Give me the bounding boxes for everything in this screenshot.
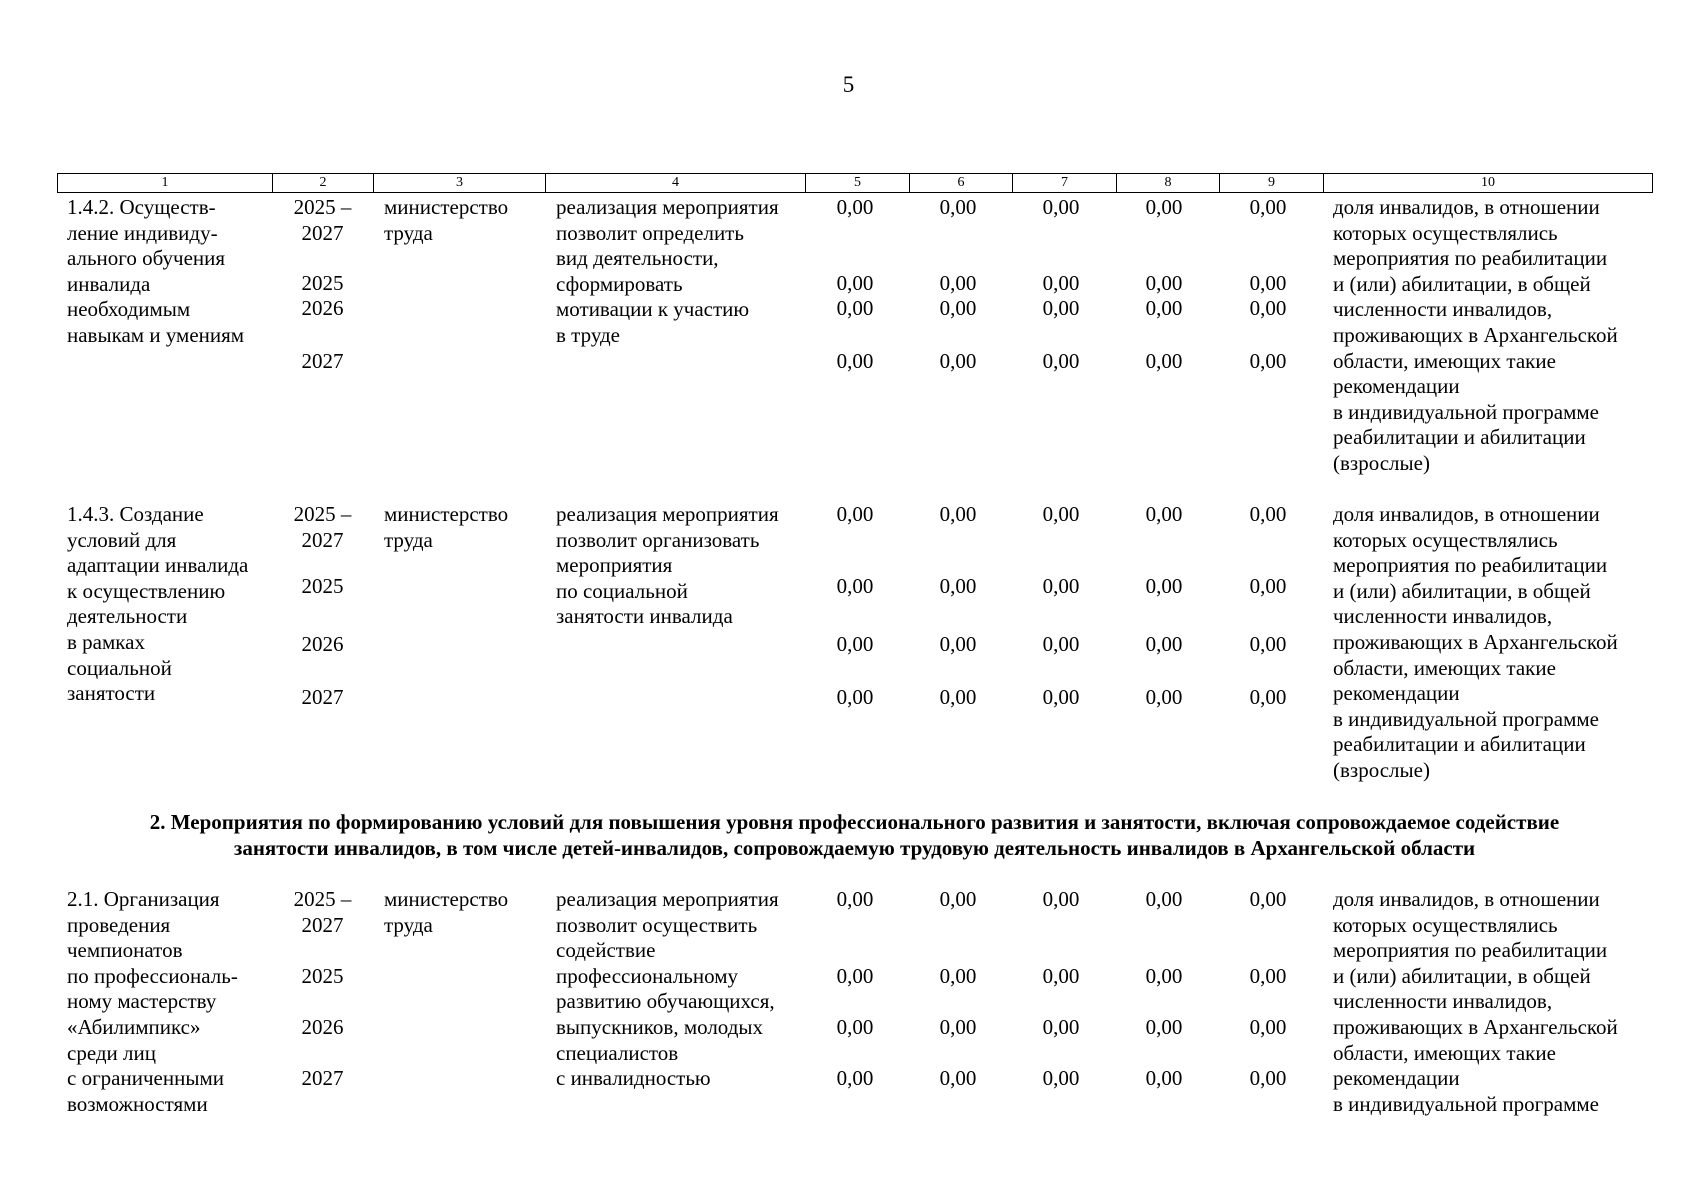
value-cell: 0,00 (1249, 502, 1287, 526)
value-cell: 0,00 (1042, 964, 1080, 988)
period-year: 2026 (301, 1015, 344, 1039)
period-year: 2026 (301, 632, 344, 656)
value-cell: 0,00 (836, 887, 874, 911)
value-cell: 0,00 (1145, 195, 1183, 219)
value-cell: 0,00 (1145, 349, 1183, 373)
period-year: 2027 (301, 685, 344, 709)
value-cell: 0,00 (836, 502, 874, 526)
measure-name: 1.4.2. Осуществ- ление индивиду- ального обучения инвалида необходимым навыкам и умениям (67, 195, 245, 347)
measure-name: 2.1. Организация проведения чемпионатов по профессиональ- ному мастерству «Абилимпикс» среди лиц с ограниченными возможностями (67, 887, 238, 1116)
executor: министерство труда (384, 195, 509, 245)
value-cell: 0,00 (1042, 887, 1080, 911)
value-cell: 0,00 (1145, 502, 1183, 526)
column-number-2: 2 (273, 174, 374, 193)
executor: министерство труда (384, 502, 509, 552)
value-cell: 0,00 (1042, 574, 1080, 598)
value-cell: 0,00 (836, 296, 874, 320)
value-cell: 0,00 (1145, 964, 1183, 988)
value-cell: 0,00 (1145, 632, 1183, 656)
value-cell: 0,00 (836, 632, 874, 656)
value-cell: 0,00 (1042, 1015, 1080, 1039)
period-year: 2025 (301, 964, 344, 988)
value-cell: 0,00 (836, 1015, 874, 1039)
period-year: 2027 (301, 1066, 344, 1090)
target-indicator: доля инвалидов, в отношении которых осуществлялись мероприятия по реабилитации и (или) абилитации, в общей численности инвалидов, проживающих в Архангельской области, имеющих такие рекомендации в индивидуальной программе реабилитации и абилитации (взрослые) (1333, 195, 1618, 475)
page-number: 5 (842, 72, 855, 97)
value-cell: 0,00 (1042, 296, 1080, 320)
value-cell: 0,00 (939, 632, 977, 656)
executor: министерство труда (384, 887, 509, 937)
value-cell: 0,00 (1042, 349, 1080, 373)
column-number-6: 6 (910, 174, 1013, 193)
period-year: 2027 (301, 349, 344, 373)
value-cell: 0,00 (1145, 574, 1183, 598)
value-cell: 0,00 (836, 271, 874, 295)
measure-name: 1.4.3. Создание условий для адаптации инвалида к осуществлению деятельности в рамках социальной занятости (67, 502, 249, 706)
value-cell: 0,00 (836, 349, 874, 373)
column-number-9: 9 (1220, 174, 1324, 193)
value-cell: 0,00 (939, 685, 977, 709)
value-cell: 0,00 (1249, 964, 1287, 988)
target-indicator: доля инвалидов, в отношении которых осуществлялись мероприятия по реабилитации и (или) абилитации, в общей численности инвалидов, проживающих в Архангельской области, имеющих такие рекомендации в индивидуальной программе (1333, 887, 1618, 1116)
value-cell: 0,00 (939, 574, 977, 598)
value-cell: 0,00 (1249, 887, 1287, 911)
value-cell: 0,00 (1249, 1066, 1287, 1090)
value-cell: 0,00 (836, 964, 874, 988)
value-cell: 0,00 (1042, 195, 1080, 219)
period-year: 2025 (301, 574, 344, 598)
value-cell: 0,00 (1249, 574, 1287, 598)
value-cell: 0,00 (1145, 887, 1183, 911)
value-cell: 0,00 (1042, 632, 1080, 656)
value-cell: 0,00 (1042, 685, 1080, 709)
period-range: 2025 – 2027 (293, 887, 352, 937)
value-cell: 0,00 (1249, 632, 1287, 656)
value-cell: 0,00 (939, 349, 977, 373)
value-cell: 0,00 (939, 296, 977, 320)
column-number-7: 7 (1013, 174, 1117, 193)
section-title: 2. Мероприятия по формированию условий для повышения уровня профессионального развития и занятости, включая сопровождаемое содействие занятости инвалидов, в том числе детей-инвалидов, сопровождаемую трудовую деятельность инвалидов в Архангельской области (149, 810, 1560, 860)
period-range: 2025 – 2027 (293, 502, 352, 552)
value-cell: 0,00 (836, 1066, 874, 1090)
value-cell: 0,00 (1249, 1015, 1287, 1039)
value-cell: 0,00 (1249, 349, 1287, 373)
value-cell: 0,00 (939, 502, 977, 526)
period-year: 2026 (301, 296, 344, 320)
period-range: 2025 – 2027 (293, 195, 352, 245)
value-cell: 0,00 (939, 1066, 977, 1090)
column-number-10: 10 (1324, 174, 1653, 193)
value-cell: 0,00 (1249, 271, 1287, 295)
value-cell: 0,00 (1042, 271, 1080, 295)
value-cell: 0,00 (1042, 502, 1080, 526)
column-number-1: 1 (58, 174, 273, 193)
expected-result: реализация мероприятия позволит определить вид деятельности, сформировать мотивации к участию в труде (556, 195, 779, 347)
value-cell: 0,00 (1145, 685, 1183, 709)
value-cell: 0,00 (1249, 296, 1287, 320)
column-number-3: 3 (374, 174, 546, 193)
value-cell: 0,00 (1042, 1066, 1080, 1090)
column-number-5: 5 (806, 174, 910, 193)
value-cell: 0,00 (1145, 1066, 1183, 1090)
expected-result: реализация мероприятия позволит организовать мероприятия по социальной занятости инвалида (556, 502, 779, 629)
value-cell: 0,00 (939, 964, 977, 988)
column-number-8: 8 (1117, 174, 1220, 193)
value-cell: 0,00 (836, 574, 874, 598)
value-cell: 0,00 (939, 271, 977, 295)
value-cell: 0,00 (939, 195, 977, 219)
value-cell: 0,00 (939, 1015, 977, 1039)
period-year: 2025 (301, 271, 344, 295)
column-number-4: 4 (546, 174, 806, 193)
expected-result: реализация мероприятия позволит осуществить содействие профессиональному развитию обучающихся, выпускников, молодых специалистов с инвалидностью (556, 887, 779, 1091)
target-indicator: доля инвалидов, в отношении которых осуществлялись мероприятия по реабилитации и (или) абилитации, в общей численности инвалидов, проживающих в Архангельской области, имеющих такие рекомендации в индивидуальной программе реабилитации и абилитации (взрослые) (1333, 502, 1618, 782)
value-cell: 0,00 (1249, 195, 1287, 219)
value-cell: 0,00 (1249, 685, 1287, 709)
value-cell: 0,00 (1145, 296, 1183, 320)
value-cell: 0,00 (1145, 271, 1183, 295)
value-cell: 0,00 (939, 887, 977, 911)
value-cell: 0,00 (836, 195, 874, 219)
value-cell: 0,00 (1145, 1015, 1183, 1039)
value-cell: 0,00 (836, 685, 874, 709)
table-header-row (57, 173, 1653, 193)
